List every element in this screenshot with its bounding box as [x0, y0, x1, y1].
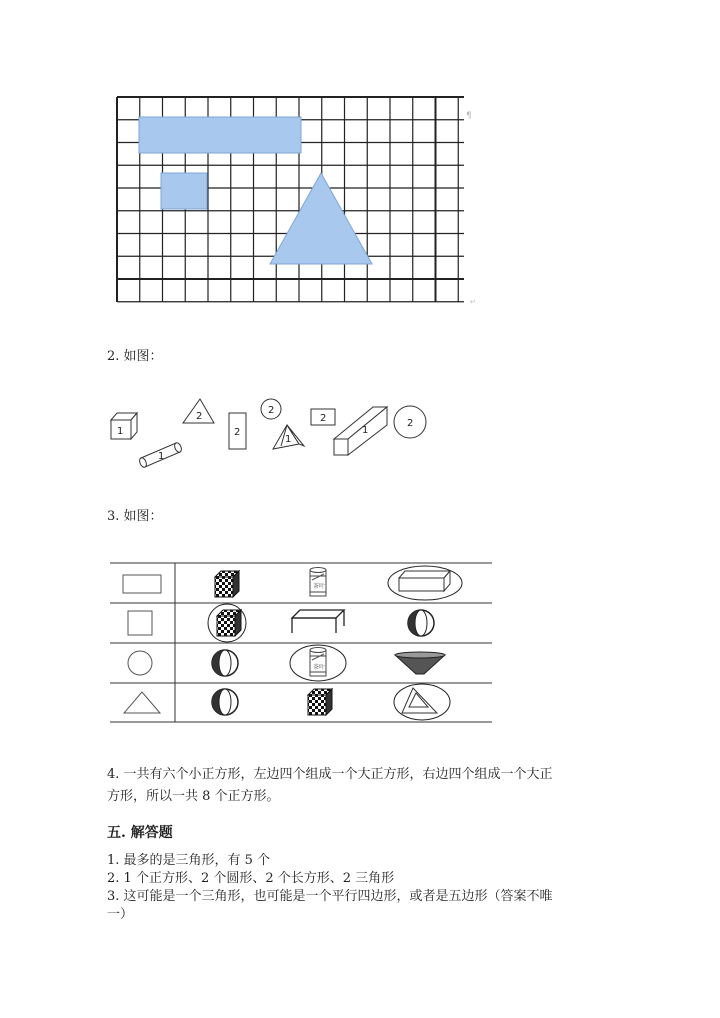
section2-label: 2. 如图： [107, 349, 163, 364]
circle-large-2 [394, 406, 426, 438]
row2-table [292, 610, 344, 633]
circle-small-2 [261, 399, 281, 419]
circle-small-number: 2 [268, 405, 275, 416]
triangle-2 [183, 399, 214, 423]
circle-large-number: 2 [407, 418, 414, 429]
row3-can-label: 茶叶 [313, 664, 326, 671]
answer-1: 1. 最多的是三角形，有 5 个 [107, 853, 271, 868]
row2-ball [408, 610, 434, 636]
row1-can-label: 茶叶 [313, 583, 326, 590]
answer-2: 2. 1 个正方形、2 个圆形、2 个长方形、2 三角形 [107, 871, 395, 886]
answer-3-cont: 一） [107, 907, 134, 922]
row3-ball [212, 650, 238, 676]
cylinder-1 [138, 442, 182, 469]
row3-circle [128, 651, 152, 675]
row4-checkered-cube [308, 689, 332, 715]
small-rectangle-number: 2 [320, 413, 327, 424]
item4-line1: 4. 一共有六个小正方形，左边四个组成一个大正方形，右边四个组成一个大正 [107, 767, 553, 782]
row1-box-circled [388, 566, 462, 600]
tall-rectangle-2 [229, 413, 246, 449]
cylinder-number: 1 [158, 451, 165, 462]
cuboid-1 [334, 407, 387, 455]
shapes-figure [105, 395, 435, 470]
cube-1 [111, 413, 137, 439]
row1-tea-can [310, 568, 326, 597]
row4-ball [212, 689, 238, 715]
row2-checkered-cube-circled [208, 604, 246, 642]
cube-number: 1 [117, 426, 124, 437]
row1-rectangle [123, 575, 161, 593]
pyramid-1 [273, 425, 304, 449]
svg-text:¶: ¶ [466, 111, 472, 121]
section3-label: 3. 如图： [107, 509, 163, 524]
triangle-shape [270, 173, 372, 264]
item4-text [107, 764, 617, 808]
section5-answers [107, 852, 617, 924]
cuboid-number: 1 [362, 425, 369, 436]
tall-rectangle-number: 2 [234, 427, 241, 438]
row4-triangle [124, 692, 160, 713]
small-rectangle [161, 173, 207, 209]
triangle-number: 2 [196, 411, 203, 422]
row1-checkered-cube [215, 571, 239, 597]
svg-text:↵: ↵ [470, 298, 476, 306]
grid-figure [108, 90, 480, 312]
item4-line2: 方形，所以一共 8 个正方形。 [107, 789, 280, 804]
pyramid-number: 1 [285, 434, 292, 445]
row3-cone-bowl [395, 652, 445, 674]
row2-square [128, 611, 152, 635]
answer-3: 3. 这可能是一个三角形，也可能是一个平行四边形，或者是五边形（答案不唯 [107, 889, 553, 904]
small-rectangle-2 [311, 409, 335, 425]
row3-tea-can-circled [290, 645, 346, 681]
section5-heading: 五. 解答题 [107, 825, 173, 841]
long-rectangle [139, 117, 301, 153]
classification-table [110, 560, 494, 725]
row4-triangle-ruler-circled [394, 684, 450, 720]
